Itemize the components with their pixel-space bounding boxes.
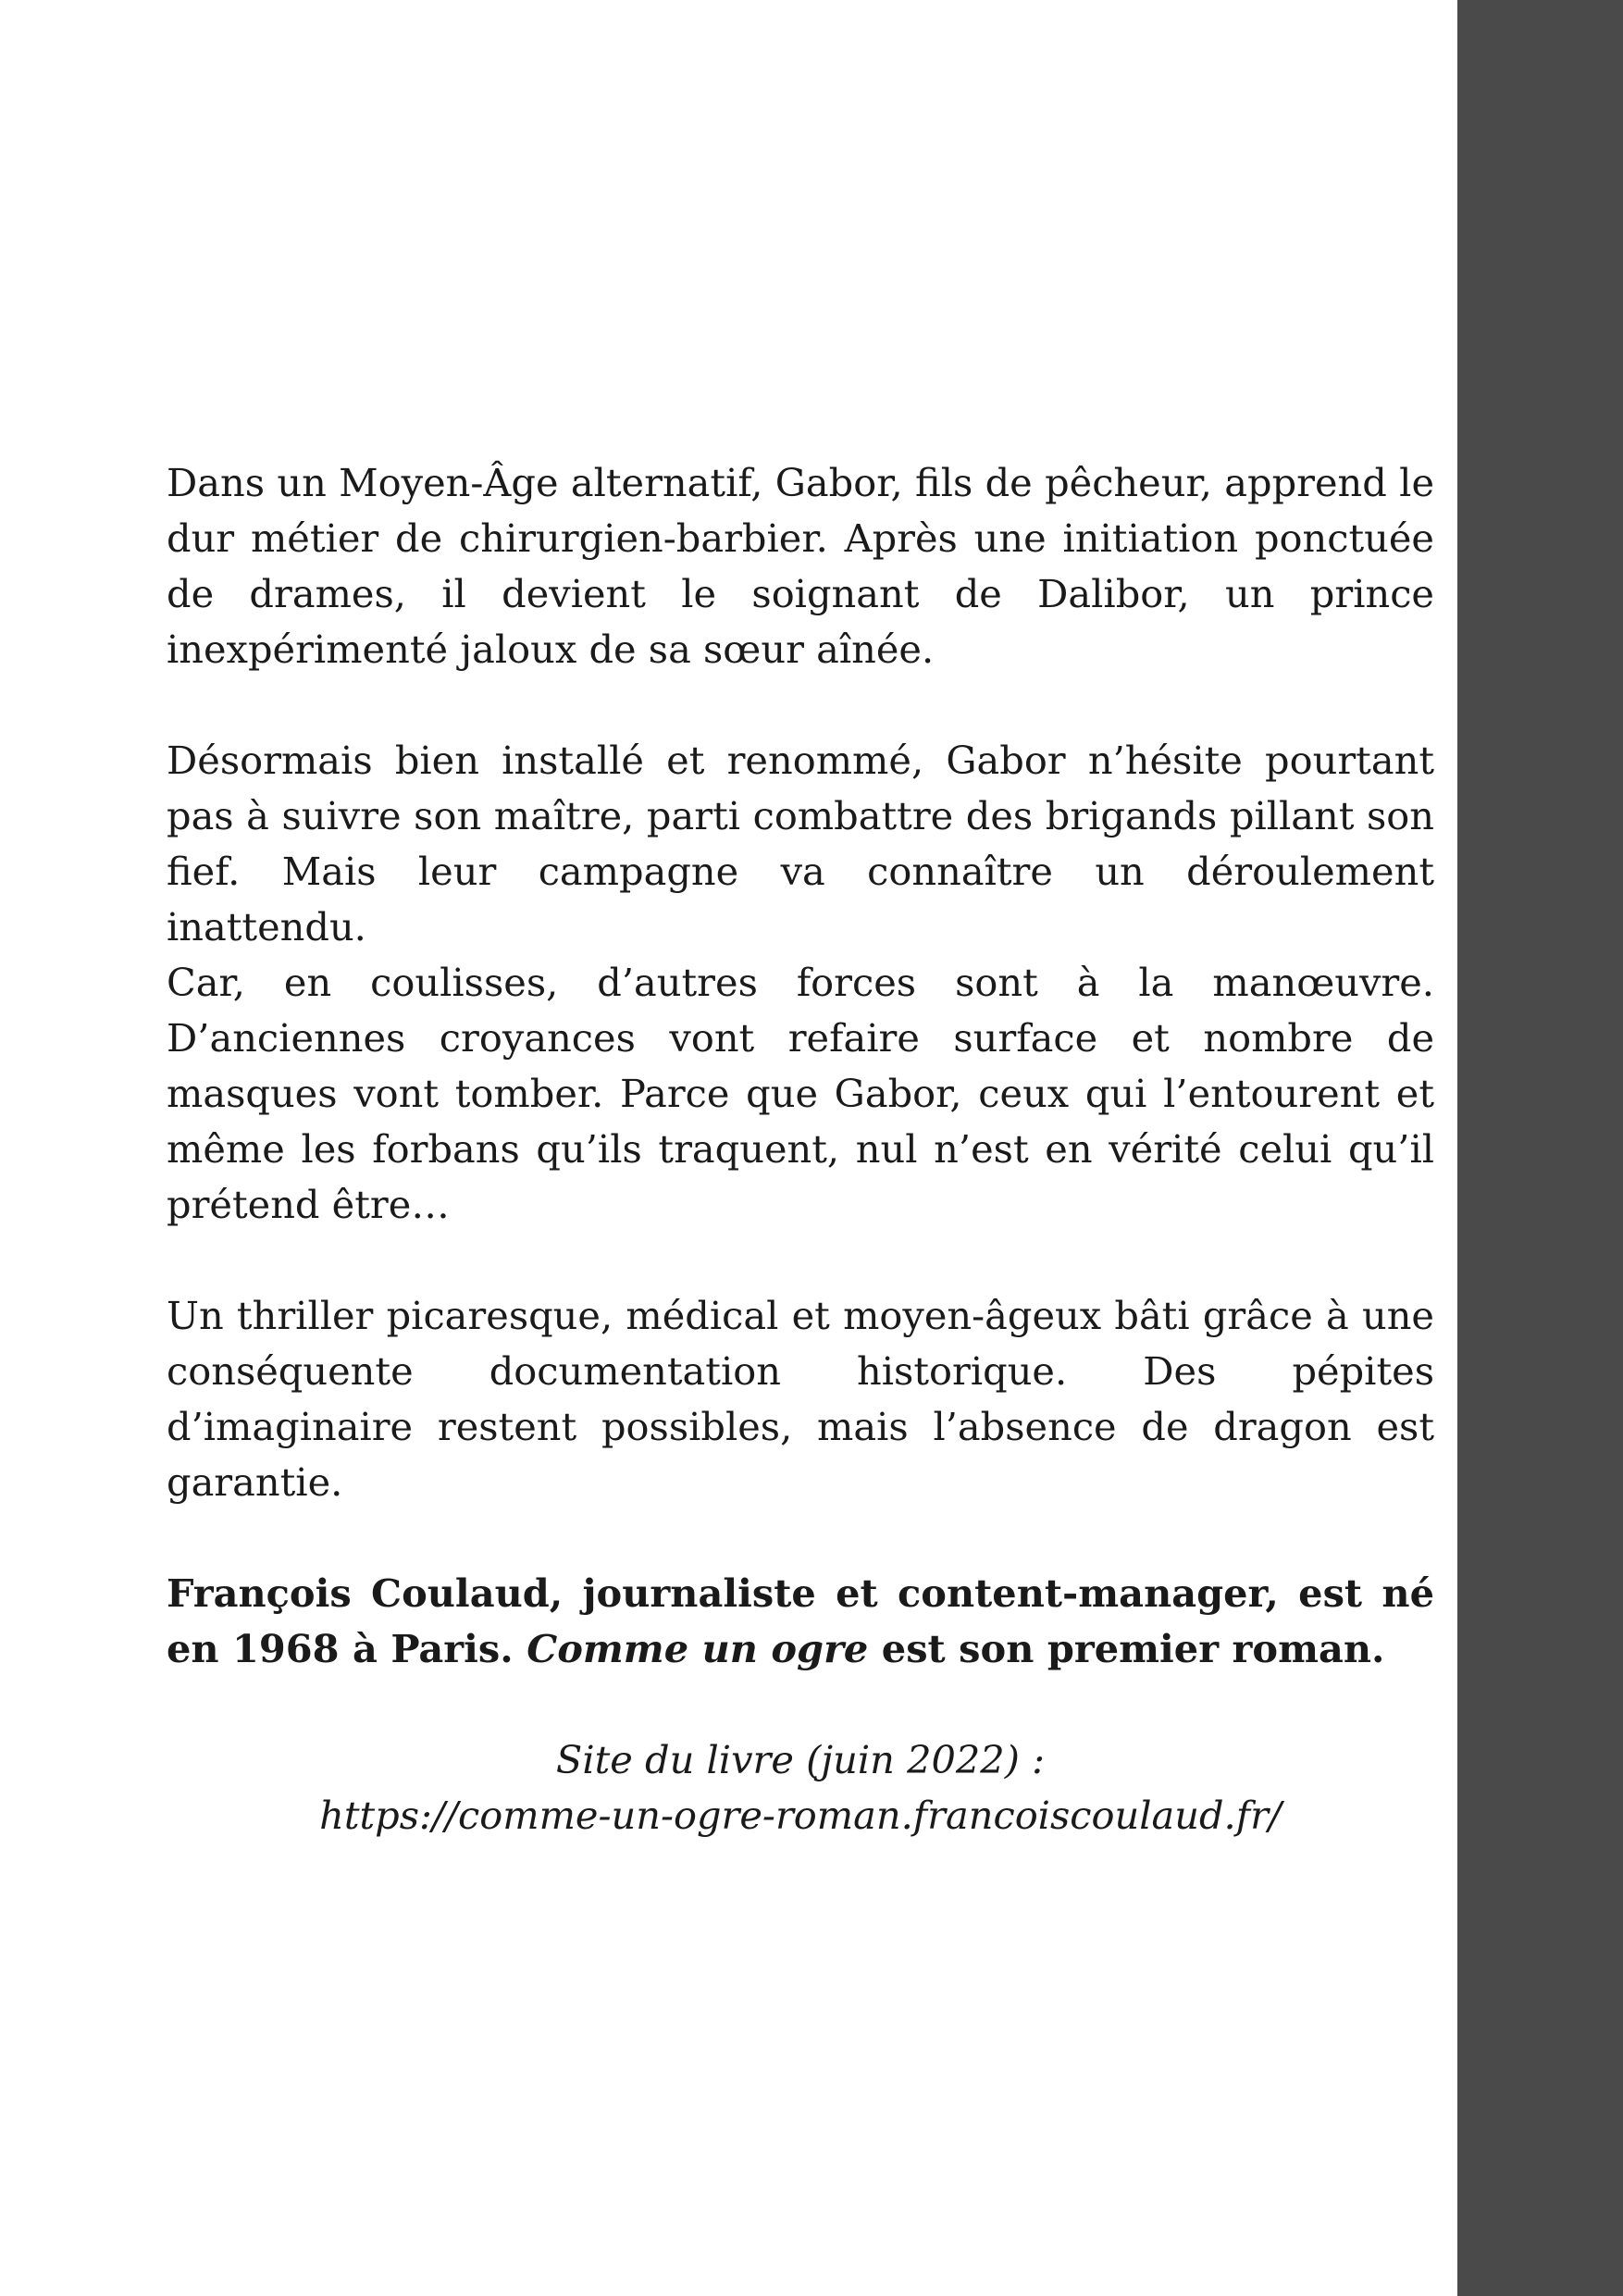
blurb-paragraph-4: Un thriller picaresque, médical et moyen-âgeux bâti grâce à une conséquente documentation historique. Des pépites d’imaginaire restent possibles, mais l’absence de dragon est garantie. <box>167 1293 1434 1505</box>
book-title: Comme un ogre <box>527 1626 869 1671</box>
back-cover-text <box>167 455 1434 1843</box>
book-website <box>167 1732 1434 1843</box>
spine-band <box>1457 0 1623 2296</box>
website-label: Site du livre (juin 2022) : <box>555 1737 1046 1782</box>
website-url: https://comme-un-ogre-roman.francoiscoulaud.fr/ <box>319 1793 1282 1838</box>
author-bio-end: est son premier roman. <box>868 1626 1385 1671</box>
blurb-paragraph-2: Désormais bien installé et renommé, Gabor n’hésite pourtant pas à suivre son maître, parti combattre des brigands pillant son fief. Mais leur campagne va connaître un déroulement inattendu. <box>167 738 1434 949</box>
blurb-paragraph-1: Dans un Moyen-Âge alternatif, Gabor, fils de pêcheur, apprend le dur métier de chirurgien-barbier. Après une initiation ponctuée de drames, il devient le soignant de Dalibor, un prince inexpérimenté jaloux de sa sœur aînée. <box>167 460 1434 672</box>
author-bio-text: François Coulaud, journaliste et content-manager, est né en 1968 à Paris. <box>167 1570 1434 1671</box>
author-bio <box>167 1566 1434 1677</box>
blurb-paragraph-3: Car, en coulisses, d’autres forces sont à la manœuvre. D’anciennes croyances vont refaire surface et nombre de masques vont tomber. Parce que Gabor, ceux qui l’entourent et même les forbans qu’ils traquent, nul n’est en vérité celui qu’il prétend être… <box>167 960 1434 1227</box>
